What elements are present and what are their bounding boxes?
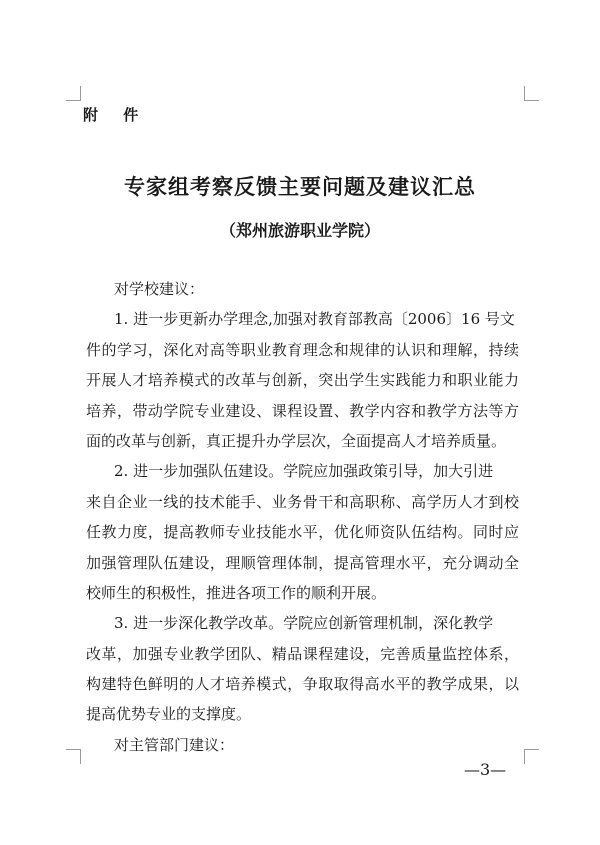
attachment-label: 附 件 <box>83 106 149 124</box>
paragraph-1-line-5: 面的改革与创新，真正提升办学层次，全面提高人才培养质量。 <box>86 431 507 450</box>
paragraph-1-line-1: 1. 进一步更新办学理念,加强对教育部教高〔2006〕16 号文 <box>114 310 515 329</box>
paragraph-1-line-4: 培养，带动学院专业建设、课程设置、教学内容和教学方法等方 <box>86 401 519 420</box>
paragraph-2-line-3: 任教力度，提高教师专业技能水平，优化师资队伍结构。同时应 <box>86 523 519 542</box>
paragraph-2-line-5: 校师生的积极性，推进各项工作的顺利开展。 <box>86 583 387 602</box>
document-body <box>86 274 519 760</box>
paragraph-2-line-4: 加强管理队伍建设，理顺管理体制，提高管理水平，充分调动全 <box>86 553 519 572</box>
school-suggestions-heading: 对学校建议： <box>114 280 205 298</box>
crop-mark-top-right <box>524 86 539 101</box>
paragraph-1-line-3: 开展人才培养模式的改革与创新，突出学生实践能力和职业能力 <box>86 371 519 390</box>
crop-mark-top-left <box>66 86 81 101</box>
authority-suggestions-heading: 对主管部门建议： <box>114 735 235 754</box>
document-title: 专家组考察反馈主要问题及建议汇总 <box>124 175 476 199</box>
page-number: —3— <box>464 760 507 779</box>
crop-mark-bottom-right <box>524 749 539 764</box>
paragraph-1-line-2: 件的学习，深化对高等职业教育理念和规律的认识和理解，持续 <box>86 340 519 359</box>
paragraph-3-line-2: 改革，加强专业教学团队、精品课程建设，完善质量监控体系， <box>86 644 519 663</box>
paragraph-3-line-3: 构建特色鲜明的人才培养模式，争取取得高水平的教学成果，以 <box>86 675 519 694</box>
document-subtitle: （郑州旅游职业学院） <box>219 221 380 240</box>
paragraph-2-line-1: 2. 进一步加强队伍建设。学院应加强政策引导，加大引进 <box>114 462 494 481</box>
crop-mark-bottom-left <box>66 749 81 764</box>
paragraph-2-line-2: 来自企业一线的技术能手、业务骨干和高职称、高学历人才到校 <box>86 492 519 511</box>
paragraph-3-line-1: 3. 进一步深化教学改革。学院应创新管理机制，深化教学 <box>114 614 494 633</box>
paragraph-3-line-4: 提高优势专业的支撑度。 <box>86 705 252 724</box>
